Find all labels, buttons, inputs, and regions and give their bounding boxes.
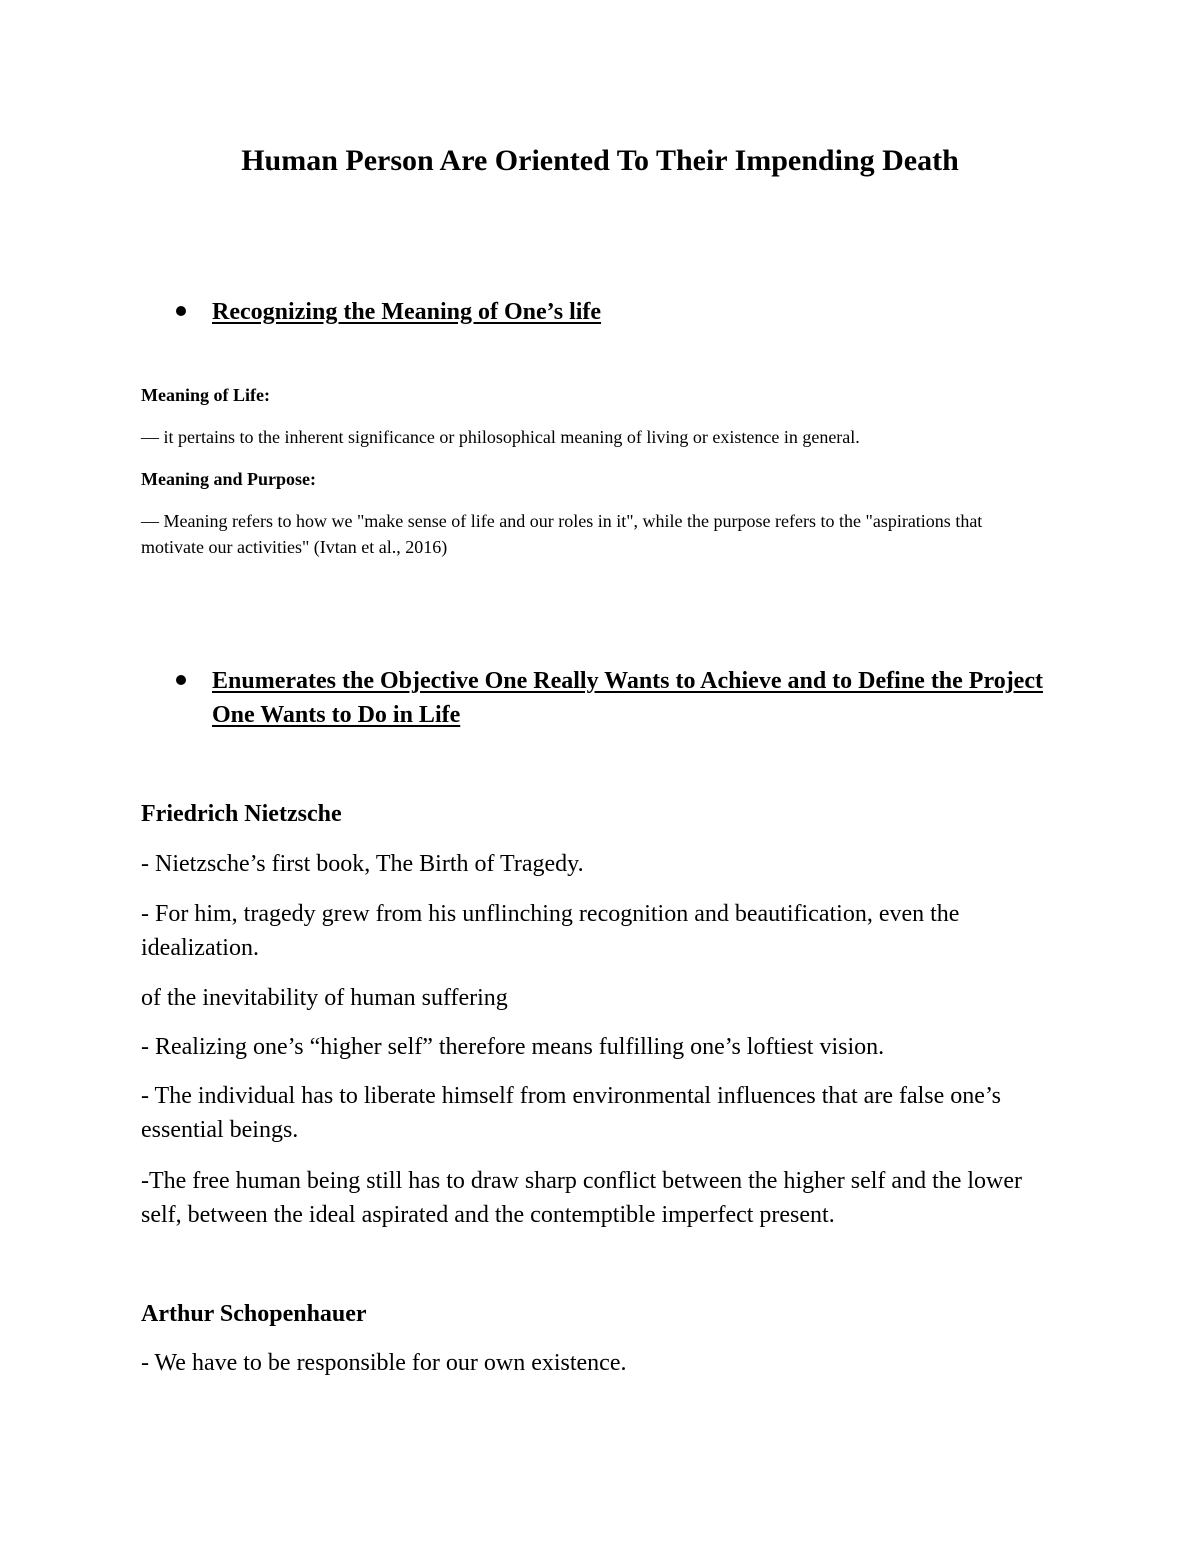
schopenhauer-point-1: - We have to be responsible for our own existence. [141,1350,627,1376]
nietzsche-heading: Friedrich Nietzsche [141,801,342,827]
nietzsche-point-3: of the inevitability of human suffering [141,985,508,1011]
nietzsche-point-4: - Realizing one’s “higher self” therefore means fulfilling one’s loftiest vision. [141,1034,885,1060]
schopenhauer-heading: Arthur Schopenhauer [141,1301,367,1327]
bullet-dot-icon [176,306,186,316]
meaning-of-life-label: Meaning of Life: [141,385,270,405]
meaning-of-life-text: — it pertains to the inherent significance or philosophical meaning of living or existence in general. [141,427,860,447]
section-1-bullet [168,295,1048,329]
meaning-and-purpose-label: Meaning and Purpose: [141,469,317,489]
section-1-heading: Recognizing the Meaning of One’s life [212,299,602,325]
bullet-dot-icon [176,675,186,685]
section-2-bullet [168,664,1048,732]
meaning-and-purpose-text: — Meaning refers to how we "make sense of life and our roles in it", while the purpose refers to the "aspirations that motivate our activities" (Ivtan et al., 2016) [141,511,983,557]
nietzsche-point-6: -The free human being still has to draw sharp conflict between the higher self and the lower self, between the ideal aspirated and the contemptible imperfect present. [141,1168,1023,1228]
document-title: Human Person Are Oriented To Their Impending Death [241,144,959,177]
nietzsche-point-1: - Nietzsche’s first book, The Birth of Tragedy. [141,851,584,877]
nietzsche-point-2: - For him, tragedy grew from his unflinching recognition and beautification, even the idealization. [141,901,960,961]
nietzsche-point-5: - The individual has to liberate himself from environmental influences that are false one’s essential beings. [141,1083,1001,1143]
section-2-heading: Enumerates the Objective One Really Wants to Achieve and to Define the Project One Wants to Do in Life [212,668,1043,728]
